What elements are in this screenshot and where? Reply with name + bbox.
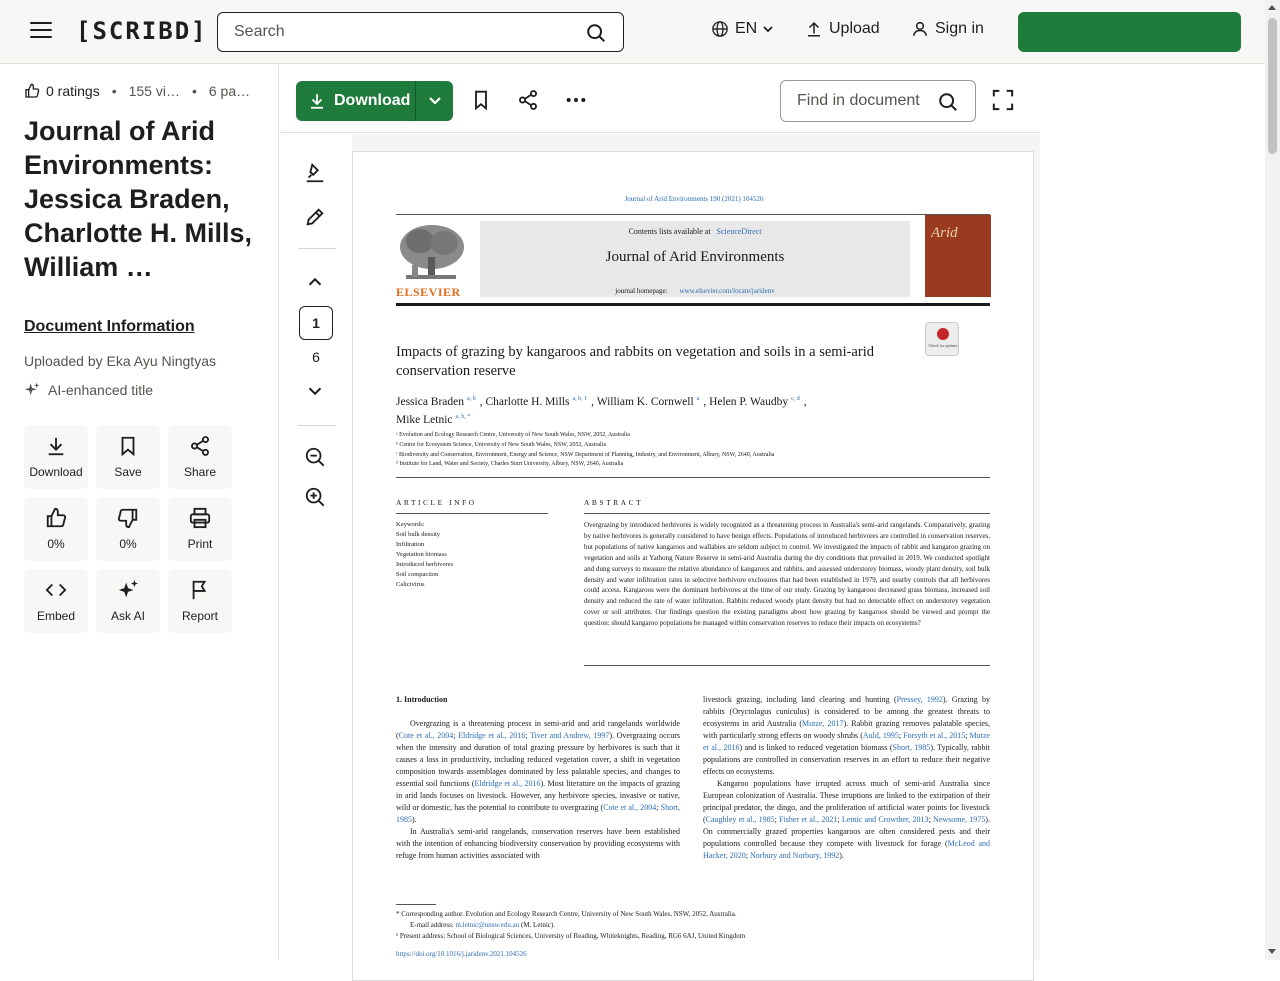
sparkle-icon <box>24 382 40 398</box>
language-selector[interactable] <box>711 20 773 38</box>
email-label: E-mail address: <box>410 921 454 929</box>
find-in-document-input[interactable] <box>797 92 937 110</box>
fullscreen-icon[interactable] <box>992 89 1014 111</box>
cover-title: Arid <box>931 225 958 241</box>
divider <box>298 425 336 426</box>
citation-link[interactable]: Auld, 1995 <box>862 731 899 740</box>
author-name: Jessica Braden <box>396 395 465 408</box>
action-label: 0% <box>119 537 137 551</box>
check-for-updates-badge[interactable] <box>925 322 959 356</box>
page-navigation-sidebar <box>280 134 352 960</box>
homepage-link[interactable]: www.elsevier.com/locate/jaridenv <box>679 287 775 295</box>
primary-cta-button[interactable] <box>1018 12 1241 52</box>
document-page <box>352 151 1034 981</box>
divider <box>396 513 548 514</box>
text-run: Kangaroo populations have irrupted across much of semi-arid Australia since European colonization of Australia. These irruptions are linked to the extirpation of their principal predator, the dingo, and the proliferation of artificial water points for livestock ( <box>703 779 990 824</box>
printer-icon <box>189 507 211 529</box>
author-name: Mike Letnic <box>396 413 453 426</box>
citation-link[interactable]: McLeod and Hacker, 2020 <box>703 839 990 860</box>
article-info-heading: ARTICLE INFO <box>396 498 477 507</box>
scroll-up-arrow-icon[interactable] <box>1268 5 1276 10</box>
pages-count: 6 pa… <box>208 83 251 99</box>
sign-in-button[interactable] <box>911 20 984 38</box>
share-icon <box>189 435 211 457</box>
save-action[interactable] <box>96 425 160 489</box>
divider <box>584 513 990 514</box>
divider <box>396 477 990 478</box>
intro-column-left <box>396 694 680 862</box>
text-run: ). On commercially grazed properties kangaroos are often considered pests and their populations controlled because they compete with livestock for forage ( <box>703 815 990 848</box>
page-scrollbar[interactable] <box>1265 0 1280 960</box>
citation-link[interactable]: Short, 1985 <box>892 743 931 752</box>
journal-reference[interactable]: Journal of Arid Environments 190 (2021) 104526 <box>624 195 764 203</box>
action-label: Ask AI <box>110 609 145 623</box>
sparkle-icon <box>117 579 139 601</box>
citation-link[interactable]: Cote et al., 2004 <box>398 731 454 740</box>
affiliations <box>396 431 956 470</box>
citation-link[interactable]: Forsyth et al., 2015 <box>903 731 966 740</box>
journal-cover-image <box>925 215 991 297</box>
paragraph: In Australia's semi-arid rangelands, conservation reserves have been established with the intention of enhancing biodiversity conservation by providing ecosystems with refuge from human activities associated with <box>396 827 680 860</box>
zoom-in-icon[interactable] <box>304 486 326 508</box>
journal-masthead <box>396 214 990 302</box>
author-name: William K. Cornwell <box>596 395 694 408</box>
citation-link[interactable]: Newsome, 1975 <box>933 815 986 824</box>
top-header <box>0 0 1265 64</box>
citation-link[interactable]: Mutze, 2017 <box>801 719 844 728</box>
text-run: ). Overgrazing occurs when the intensity and duration of total grazing pressure by herbivores is such that it causes a loss in productivity, including reduced vegetation cover, a shift in vegetation composition towards assemblages dominated by less palatable species, and changes to essential soil functions ( <box>396 731 681 788</box>
reader-toolbar <box>280 65 1040 133</box>
bookmark-icon[interactable] <box>471 89 491 111</box>
journal-banner <box>480 221 910 297</box>
doi-link[interactable]: https://doi.org/10.1016/j.jaridenv.2021.104526 <box>396 950 527 958</box>
keyword: Infiltration <box>396 541 425 548</box>
keyword: Soil compaction <box>396 571 439 578</box>
report-action[interactable] <box>168 569 232 633</box>
text-run: ) and is linked to reduced vegetation biomass ( <box>739 743 893 752</box>
affiliation: ᶜ Biodiversity and Conservation, Environment, Energy and Science, NSW Department of Planning, Industry, and Environment, Albury, NSW, 2640, Australia <box>396 451 775 458</box>
footnote: * Corresponding author. Evolution and Ecology Research Centre, University of New South Wales, NSW, 2052, Australia. <box>396 910 737 918</box>
dislike-action[interactable] <box>96 497 160 561</box>
thumbs-down-icon <box>117 507 139 529</box>
affiliation: ᵈ Institute for Land, Water and Society, Charles Sturt University, Albury, NSW, 2640, Australia <box>396 461 624 468</box>
paragraph: Kangaroo populations have irrupted across much of semi-arid Australia since European colonization of Australia. These irruptions are linked to the extirpation of their principal predator, the dingo, and the proliferation of artificial water points for livestock (Caughley et al., 1985; Fisher et al., 2021; Letnic and Crowther, 2013; Newsome, 1975). On commercially grazed properties kangaroos are often considered pests and their populations controlled because they compete with livestock for forage (McLeod and Hacker, 2020; Norbury and Norbury, 1992). <box>703 779 990 860</box>
search-input[interactable] <box>234 23 574 41</box>
elsevier-tree-logo <box>396 221 468 295</box>
text-run: ). Grazing by rabbits (Oryctolagus cuniculus) is considered to be among the greatest threats to ecosystems in arid Australia ( <box>703 695 991 728</box>
action-label: Print <box>187 537 213 551</box>
keyword: Introduced herbivores <box>396 561 454 568</box>
divider <box>584 665 990 666</box>
crossmark-icon <box>937 328 949 340</box>
sciencedirect-link[interactable]: ScienceDirect <box>716 227 762 236</box>
contents-available <box>480 227 910 236</box>
action-grid <box>24 425 240 633</box>
user-icon <box>911 20 929 38</box>
separator-dot: • <box>191 83 197 99</box>
text-run: ). Rabbit grazing removes palatable species, with particularly strong effects on woody shrubs ( <box>703 719 990 740</box>
separator-dot: • <box>111 83 117 99</box>
document-information-link[interactable]: Document Information <box>24 318 195 335</box>
text-run: Overgrazing is a threatening process in semi-arid and arid rangelands worldwide ( <box>396 719 680 740</box>
citation-link[interactable]: Tiver and Andrew, 1997 <box>529 731 610 740</box>
text-run: ). <box>412 815 417 824</box>
email-owner: (M. Letnic). <box>520 921 555 929</box>
author-affil[interactable]: a, b, 1 <box>572 396 588 402</box>
views-count: 155 vi… <box>128 83 180 99</box>
citation-link[interactable]: Mutze et al., 2016 <box>703 731 990 752</box>
document-viewer[interactable] <box>352 134 1040 960</box>
citation-link[interactable]: Fisher et al., 2021 <box>779 815 838 824</box>
author-affil[interactable]: c, d <box>791 396 800 402</box>
download-options-button[interactable] <box>416 81 453 121</box>
citation-link[interactable]: Norbury and Norbury, 1992 <box>750 851 840 860</box>
scribd-logo[interactable]: [SCRIBD] <box>76 17 208 45</box>
author-name: Helen P. Waudby <box>709 395 789 408</box>
citation-link[interactable]: Caughley et al., 1985 <box>705 815 775 824</box>
footnotes <box>396 909 990 942</box>
thumbs-up-icon <box>24 83 40 99</box>
citation-link[interactable]: Pressey, 1992 <box>896 695 943 704</box>
print-action[interactable] <box>168 497 232 561</box>
share-icon[interactable] <box>517 89 539 111</box>
search-box[interactable] <box>217 12 624 52</box>
keywords-label: Keywords: <box>396 521 425 528</box>
journal-name: Journal of Arid Environments <box>605 249 785 265</box>
abstract-text: Overgrazing by introduced herbivores is widely recognized as a threatening process in Australia's semi-arid rangelands. Comparatively, grazing by native herbivores is generally considered to have benign effects. Populations of introduced herbivores are controlled in conservation reserves, but populations of native kangaroos and wallabies are seldom subject to control. We investigated the impacts of rabbit and kangaroo grazing on vegetation and soils at Yathong Nature Reserve in semi-arid Australia during the dry conditions that prevailed in 2019. We conducted spotlight and dung surveys to measure the relative abundance of kangaroos and rabbits, and assessed understorey biomass, woody plant density, soil bulk density and water infiltration rates in selective herbivore exclosures that had been established in 1979, and nearby controls that all herbivores could access. Kangaroos were the dominant herbivores at the time of our study. Grazing by kangaroos decreased grass biomass, increased soil density and reduced the rate of water infiltration. Rabbits reduced woody plant density but had no detectable effect on understorey vegetation cover or soil attributes. Our findings question the existing paradigms about how grazing by kangaroos should be viewed and prompt the question: should kangaroo populations be managed within conservation reserves to reduce their impacts on ecosystems? <box>584 521 990 628</box>
abstract-heading: ABSTRACT <box>584 498 644 507</box>
action-label: Save <box>114 465 142 479</box>
total-pages: 6 <box>312 349 320 365</box>
globe-icon <box>711 20 729 38</box>
highlighter-icon[interactable] <box>304 162 326 184</box>
action-label: Embed <box>36 609 76 623</box>
action-label: Share <box>183 465 217 479</box>
action-label: 0% <box>47 537 65 551</box>
chevron-down-icon <box>763 24 773 34</box>
embed-action[interactable] <box>24 569 88 633</box>
share-action[interactable] <box>168 425 232 489</box>
text-run: ). <box>839 851 844 860</box>
citation-link[interactable]: Letnic and Crowther, 2013 <box>841 815 929 824</box>
keywords-block <box>396 520 546 590</box>
ai-enhanced-title <box>24 382 153 398</box>
sign-in-label: Sign in <box>935 20 984 37</box>
download-icon <box>45 435 67 457</box>
text-run: ). Most literature on the impacts of grazing in arid lands focuses on livestock. However, any herbivore species, invasive or native, wild or domestic, has the potential to contribute to overgrazing ( <box>396 779 680 812</box>
action-label: Report <box>181 609 219 623</box>
scrollbar-thumb[interactable] <box>1268 18 1277 154</box>
document-stats <box>24 83 250 99</box>
homepage-label: journal homepage: <box>615 287 668 295</box>
ratings-count: 0 ratings <box>46 83 100 99</box>
zoom-out-icon[interactable] <box>304 446 326 468</box>
chevron-down-icon <box>428 94 442 108</box>
author-list: Jessica Braden $^{a, b}$ , Charlotte H. Mills $^{a, b, 1}$ , William K. Cornwell $^a$ , Helen P. Waudby $^{c, d}$ , Mike Letnic $^{a, b, *}$ <box>396 395 807 426</box>
like-action[interactable] <box>24 497 88 561</box>
chevron-up-icon[interactable] <box>304 271 326 293</box>
ask-ai-action[interactable] <box>96 569 160 633</box>
scroll-down-arrow-icon[interactable] <box>1268 949 1276 954</box>
divider <box>396 904 436 905</box>
text-run: livestock grazing, including land clearing and hunting ( <box>703 695 897 704</box>
menu-icon[interactable] <box>30 22 52 40</box>
footnote-email <box>396 920 990 931</box>
text-run: ). Typically, rabbit populations are controlled in conservation reserves in an effort to reduce their negative effects on ecosystems. <box>703 743 991 776</box>
article-title: Impacts of grazing by kangaroos and rabbits on vegetation and soils in a semi-arid conservation reserve <box>396 344 874 379</box>
keyword: Soil bulk density <box>396 531 441 538</box>
citation-link[interactable]: Eldridge et al., 2016 <box>474 779 541 788</box>
section-heading: 1. Introduction <box>396 695 448 704</box>
paragraph: Overgrazing is a threatening process in semi-arid and arid rangelands worldwide (Cote et al., 2004; Eldridge et al., 2016; Tiver and Andrew, 1997). Overgrazing occurs when the intensity and duration of total grazing pressure by herbivores is such that it causes a loss in productivity, including reduced vegetation cover, a shift in vegetation composition towards assemblages dominated by less palatable species, and changes to essential soil functions (Eldridge et al., 2016). Most literature on the impacts of grazing in arid lands focuses on livestock. However, any herbivore species, invasive or native, wild or domestic, has the potential to contribute to overgrazing (Cote et al., 2004; Short, 1985). <box>396 719 681 824</box>
current-page-input[interactable]: 1 <box>299 306 333 340</box>
author-affil[interactable]: a, b, * <box>455 413 471 420</box>
citation-link[interactable]: Cote et al., 2004 <box>603 803 657 812</box>
email-link[interactable]: m.letnic@unsw.edu.au <box>455 921 520 929</box>
ai-title-label: AI-enhanced title <box>48 382 154 398</box>
author-affil[interactable]: a, b <box>467 396 476 402</box>
publisher-name: ELSEVIER <box>396 285 461 299</box>
download-icon <box>308 92 326 110</box>
affiliation: ᵃ Evolution and Ecology Research Centre, University of New South Wales, NSW, 2052, Australia <box>396 432 630 438</box>
upload-button[interactable] <box>805 20 880 38</box>
search-icon[interactable] <box>585 22 607 44</box>
uploaded-by <box>24 353 216 369</box>
thumbs-up-icon <box>45 507 67 529</box>
search-icon[interactable] <box>937 91 959 113</box>
action-label: Download <box>29 465 83 479</box>
flag-icon <box>189 579 211 601</box>
keyword: Calicivirus <box>396 581 425 588</box>
chevron-down-icon[interactable] <box>304 380 326 402</box>
upload-label: Upload <box>829 20 880 37</box>
divider <box>396 303 990 306</box>
paragraph: livestock grazing, including land clearing and hunting (Pressey, 1992). Grazing by rabbits (Oryctolagus cuniculus) is considered to be among the greatest threats to ecosystems in arid Australia (Mutze, 2017). Rabbit grazing removes palatable species, with particularly strong effects on woody shrubs (Auld, 1995; Forsyth et al., 2015; Mutze et al., 2016) and is linked to reduced vegetation biomass (Short, 1985). Typically, rabbit populations are controlled in conservation reserves in an effort to reduce their negative effects on ecosystems. <box>703 695 991 776</box>
affiliation: ᵇ Centre for Ecosystem Science, University of New South Wales, NSW, 2052, Australia <box>396 441 607 448</box>
document-title: Journal of Arid Environments: Jessica Braden, Charlotte H. Mills, William … <box>24 116 253 282</box>
download-action[interactable] <box>24 425 88 489</box>
footnote: ¹ Present address: School of Biological Sciences, University of Reading, Whiteknights, Reading, RG6 6AJ, United Kingdom <box>396 932 746 940</box>
download-split-button <box>296 81 453 121</box>
bookmark-icon <box>117 435 139 457</box>
citation-link[interactable]: Short, 1985 <box>396 803 680 824</box>
annotate-pencil-icon[interactable] <box>304 206 326 228</box>
uploader-link[interactable]: Eka Ayu Ningtyas <box>106 353 216 369</box>
language-label: EN <box>735 20 758 37</box>
divider <box>298 248 336 249</box>
code-icon <box>45 579 67 601</box>
uploaded-by-label: Uploaded by <box>24 353 103 369</box>
intro-column-right <box>703 694 990 862</box>
document-info-panel <box>0 65 279 960</box>
author-name: Charlotte H. Mills <box>485 395 570 408</box>
upload-icon <box>805 20 823 38</box>
download-label: Download <box>334 92 411 109</box>
journal-homepage <box>480 287 910 295</box>
check-updates-label: Check for updates <box>928 343 958 348</box>
keyword: Vegetation biomass <box>396 551 447 558</box>
find-in-document-box[interactable] <box>780 80 976 122</box>
contents-label: Contents lists available at <box>628 227 711 236</box>
more-options-icon[interactable] <box>565 89 587 111</box>
author-affil[interactable]: a <box>696 396 700 402</box>
citation-link[interactable]: Eldridge et al., 2016 <box>458 731 526 740</box>
download-button[interactable] <box>296 81 416 121</box>
